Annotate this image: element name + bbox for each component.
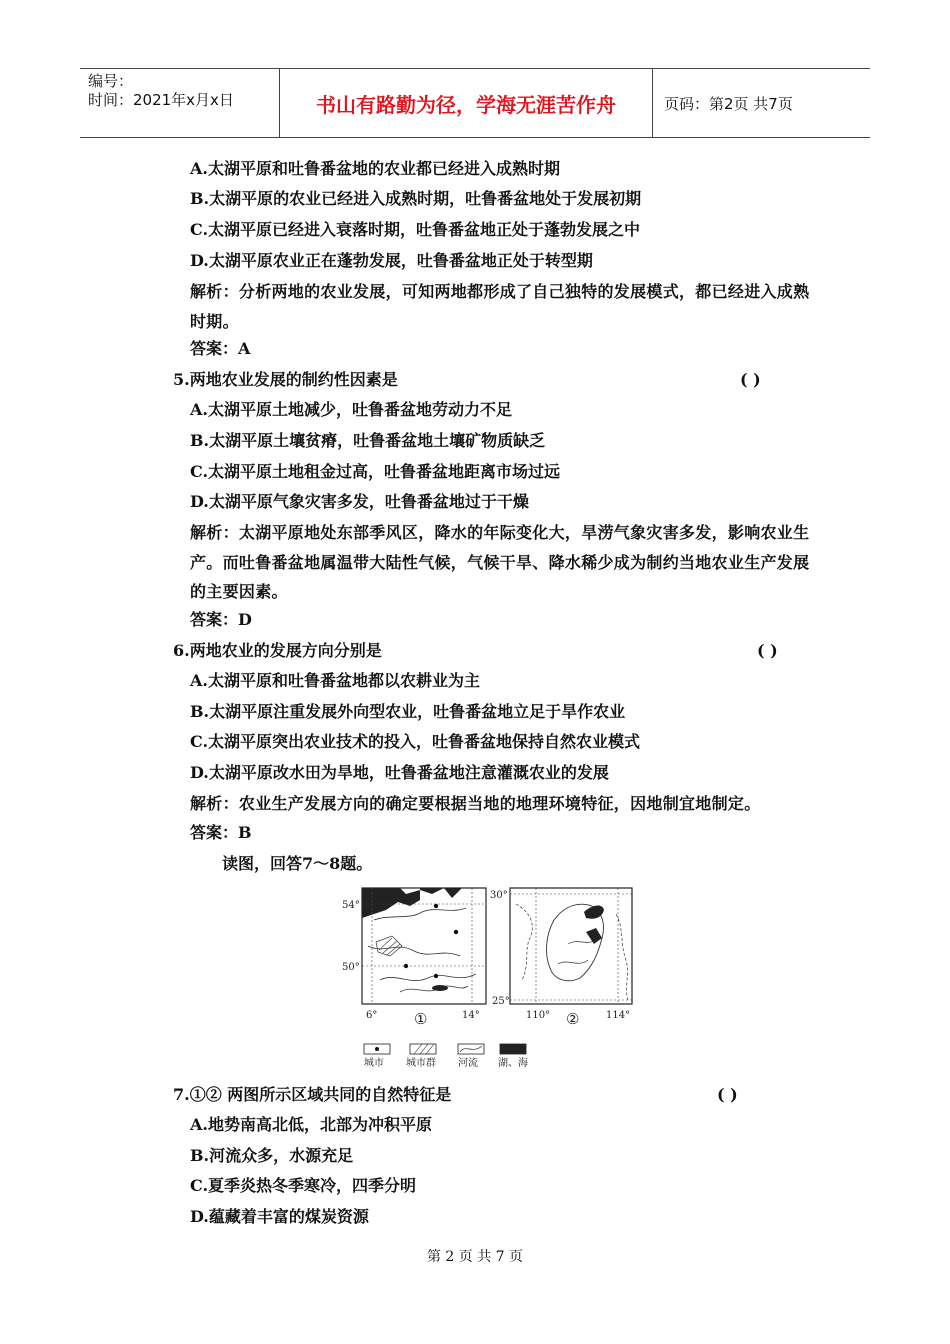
page-footer: 第 2 页 共 7 页: [426, 1249, 524, 1265]
q4-answer: 答案：A: [190, 339, 251, 358]
map-1-lake: [432, 985, 448, 991]
map-1-number: ①: [414, 1010, 428, 1028]
map-1-city-3: [404, 964, 408, 968]
q6-stem: 6.两地农业的发展方向分别是: [173, 641, 382, 660]
map-1-city-1: [434, 904, 438, 908]
q6-answer: 答案：B: [190, 823, 252, 842]
q4-option-b: B.太湖平原的农业已经进入成熟时期，吐鲁番盆地处于发展初期: [190, 189, 642, 208]
legend-lake-swatch: [500, 1044, 526, 1054]
q5-answer-blank: ( ): [740, 370, 761, 389]
q5-option-d: D.太湖平原气象灾害多发，吐鲁番盆地过于干燥: [190, 492, 529, 511]
map-2-lon-right: 114°: [606, 1010, 631, 1021]
map-2-number: ②: [566, 1010, 580, 1028]
map-2-boundary-west: [516, 904, 532, 980]
q5-option-b: B.太湖平原土壤贫瘠，吐鲁番盆地土壤矿物质缺乏: [190, 431, 546, 450]
q6-answer-blank: ( ): [757, 641, 778, 660]
q4-option-c: C.太湖平原已经进入衰落时期，吐鲁番盆地正处于蓬勃发展之中: [190, 220, 641, 239]
map-1-river-1: [374, 908, 466, 920]
q6-option-d: D.太湖平原改水田为旱地，吐鲁番盆地注意灌溉农业的发展: [190, 763, 609, 782]
map-1-river-3: [380, 974, 476, 981]
serial-label: 编号：: [88, 72, 134, 90]
q6-analysis-text: 农业生产发展方向的确定要根据当地的地理环境特征，因地制宜地制定。: [238, 794, 761, 813]
map-2-lat-bottom: 25°: [492, 996, 510, 1007]
q4-option-d: D.太湖平原农业正在蓬勃发展，吐鲁番盆地正处于转型期: [190, 251, 593, 270]
legend-cluster-swatch: [410, 1044, 436, 1054]
header-page-info: 页码：第2页 共7页: [664, 94, 793, 113]
map-1: [342, 888, 486, 1028]
q6-option-a: A.太湖平原和吐鲁番盆地都以农耕业为主: [190, 671, 480, 690]
map-1-lon-left: 6°: [366, 1010, 378, 1021]
q7-option-d: D.蕴藏着丰富的煤炭资源: [190, 1207, 369, 1226]
q4-analysis: [190, 277, 815, 336]
map-legend: [364, 1044, 528, 1069]
legend-city-dot: [375, 1047, 379, 1051]
q5-stem: 5.两地农业发展的制约性因素是: [173, 370, 398, 389]
time-label: 时间：2021年x月x日: [88, 91, 234, 109]
legend-river-line: [460, 1046, 482, 1052]
page-header: [80, 68, 870, 138]
map-1-lat-top: 54°: [342, 900, 360, 911]
q5-option-c: C.太湖平原土地租金过高，吐鲁番盆地距离市场过远: [190, 462, 561, 481]
header-motto: 书山有路勤为径，学海无涯苦作舟: [280, 69, 653, 137]
q5-analysis: [190, 518, 815, 607]
q7-option-b: B.河流众多，水源充足: [190, 1146, 354, 1165]
q7-option-c: C.夏季炎热冬季寒冷，四季分明: [190, 1176, 417, 1195]
q5-answer: 答案：D: [190, 610, 252, 629]
q7-stem: 7.①② 两图所示区域共同的自然特征是: [173, 1085, 452, 1104]
map-2-river-2: [558, 960, 588, 964]
read-intro: 读图，回答7～8题。: [222, 854, 373, 873]
map-2-frame: [510, 888, 632, 1004]
q5-analysis-label: 解析：: [190, 523, 239, 542]
q6-option-b: B.太湖平原注重发展外向型农业，吐鲁番盆地立足于旱作农业: [190, 702, 626, 721]
map-2-lon-left: 110°: [526, 1010, 551, 1021]
map-1-city-2: [454, 930, 458, 934]
legend-cluster-hatch-3: [426, 1044, 434, 1054]
map-2-city-cluster: [586, 928, 602, 944]
map-1-sea: [362, 888, 444, 918]
map-1-sea-east: [444, 888, 462, 898]
q4-analysis-text: 分析两地的农业发展，可知两地都形成了自己独特的发展模式，都已经进入成熟时期。: [190, 282, 810, 331]
q4-option-a: A.太湖平原和吐鲁番盆地的农业都已经进入成熟时期: [190, 159, 560, 178]
q5-option-a: A.太湖平原土地减少，吐鲁番盆地劳动力不足: [190, 400, 512, 419]
legend-lake-label: 湖、海: [498, 1058, 528, 1069]
q6-option-c: C.太湖平原突出农业技术的投入，吐鲁番盆地保持自然农业模式: [190, 732, 641, 751]
map-1-city-4: [434, 974, 438, 978]
legend-cluster-hatch-2: [420, 1044, 428, 1054]
q7-answer-blank: ( ): [717, 1085, 738, 1104]
legend-city-label: 城市: [364, 1058, 384, 1069]
map-2-lat-top: 30°: [490, 890, 508, 901]
map-1-lat-mid: 50°: [342, 962, 360, 973]
legend-cluster-hatch-1: [414, 1044, 422, 1054]
q6-analysis: [190, 789, 815, 819]
map-figure: [340, 884, 640, 1070]
map-1-lon-right: 14°: [462, 1010, 480, 1021]
legend-river-label: 河流: [458, 1058, 478, 1069]
legend-cluster-label: 城市群: [406, 1058, 436, 1069]
q5-analysis-text: 太湖平原地处东部季风区，降水的年际变化大，旱涝气象灾害多发，影响农业生产。而吐鲁番盆地属温带大陆性气候，气候干旱、降水稀少成为制约当地农业生产发展的主要因素。: [190, 523, 810, 601]
q6-analysis-label: 解析：: [190, 794, 239, 813]
header-meta: [80, 69, 280, 137]
q4-analysis-label: 解析：: [190, 282, 239, 301]
map-2: [490, 888, 632, 1028]
q7-option-a: A.地势南高北低，北部为冲积平原: [190, 1115, 432, 1134]
